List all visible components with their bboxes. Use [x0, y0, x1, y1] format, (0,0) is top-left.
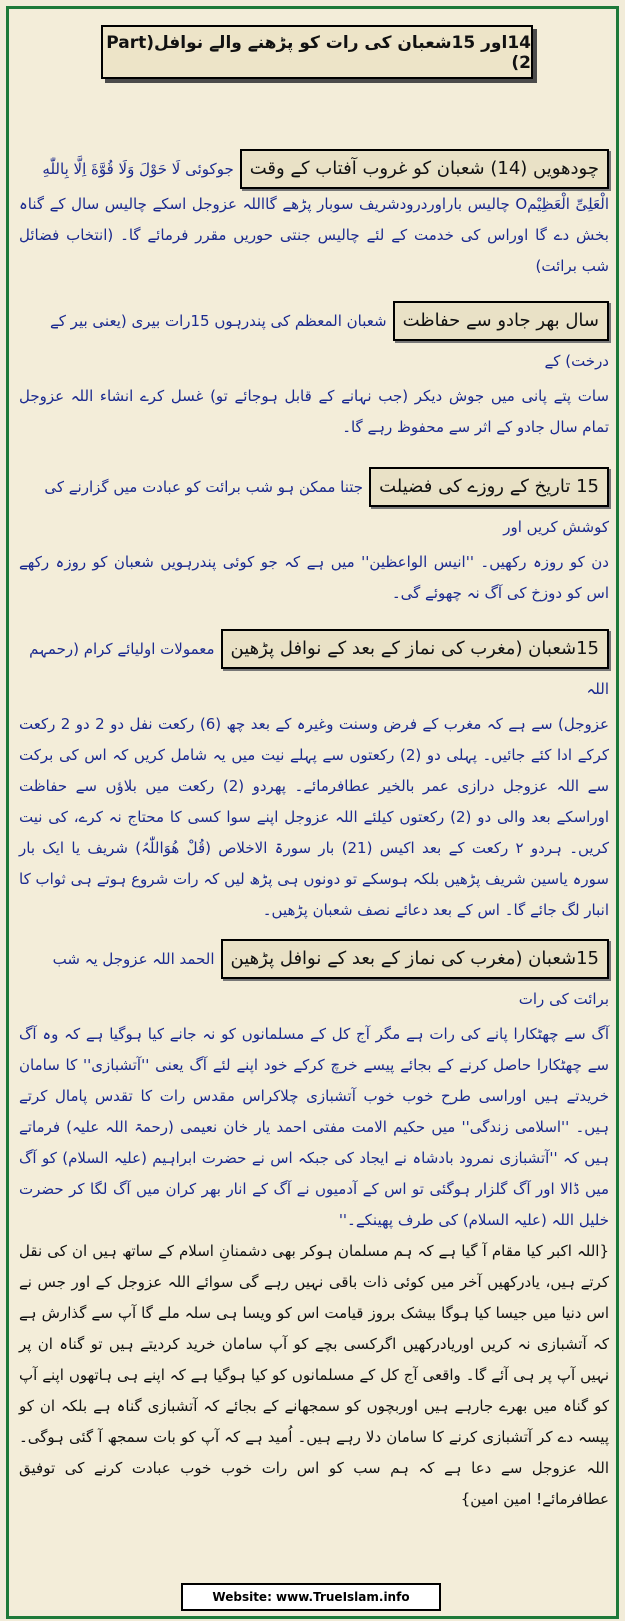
section-body: دن کو روزہ رکھیں۔ ''انیس الواعظین'' میں ہے کہ جو کوئی پندرہویں شعبان کو روزہ رکھے اس کو دوزخ کی آگ نہ چھوئے گی۔: [19, 553, 609, 602]
section-lead: معمولات اولیائے کرام (رحمہم اللہ: [29, 640, 609, 698]
section-maghrib-nawafil-2: [19, 939, 609, 1515]
section-body-text: الْعَلِیِّ الْعَظِیْمO چالیس باراوردرودشریف سوبار پڑھے گااللہ عزوجل اسکے چالیس سال کے گناہ بخش دے گا اوراس کی خدمت کے لئے چالیس جنتی حوریں مقرر فرمائے گا۔: [19, 195, 610, 244]
page-title: 14اور 15شعبان کی رات کو پڑھنے والے نوافل(Part 2): [101, 25, 533, 79]
section-lead: الحمد اللہ عزوجل یہ شب برائت کی رات: [52, 950, 609, 1008]
section-head-line: [19, 467, 609, 547]
section-body: سات پتے پانی میں جوش دیکر (جب نہانے کے قابل ہوجائے تو) غسل کرے انشاء اللہ عزوجل تمام سال جادو کے اثر سے محفوظ رہے گا۔: [19, 387, 609, 436]
reference-text: (انتخاب فضائل شب برائت): [19, 226, 609, 275]
section-maghrib-nawafil-1: [19, 629, 609, 926]
section-roza-fazilat: [19, 467, 609, 609]
section-heading: چودھویں (14) شعبان کو غروب آفتاب کے وقت: [240, 149, 609, 189]
website-link[interactable]: Website: www.TrueIslam.info: [181, 1583, 441, 1611]
section-heading: سال بھر جادو سے حفاظت: [393, 301, 609, 341]
section-heading: 15 تاریخ کے روزے کی فضیلت: [369, 467, 609, 507]
section-head-line: [19, 301, 609, 381]
section-body: [19, 189, 609, 282]
section-heading: 15شعبان (مغرب کی نماز کے بعد کے نوافل پڑھین: [221, 629, 609, 669]
section-body: آگ سے چھٹکارا پانے کی رات ہے مگر آج کل کے مسلمانوں کو نہ جانے کیا ہوگیا ہے کہ وہ آگ سے چھٹکارا حاصل کرنے کے بجائے پیسے خرچ کرکے خود اپنے لئے آگ یعنی ''آتشبازی'' کا سامان خریدتے ہیں اوراسی طرح خوب خوب آتشبازی چلاکراس مقدس رات کا تقدس پامال کرتے ہیں۔ ''اسلامی زندگی'' میں حکیم الامت مفتی احمد یار خان نعیمی (رحمۃ اللہ علیہ) فرماتے ہیں کہ ''آتشبازی نمرود بادشاہ نے ایجاد کی جبکہ اس نے حضرت ابراہیم (علیہ السلام) کو آگ میں ڈالا اور آگ گلزار ہوگئی تو اس کے آدمیوں نے آگ کے انار بھر کران میں آگ لگا کر حضرت خلیل اللہ (علیہ السلام) کی طرف پھینکے۔'': [19, 1025, 609, 1229]
section-lead: شعبان المعظم کی پندرہوں 15رات بیری (یعنی بیر کے درخت) کے: [49, 312, 609, 370]
section-lead: جوکوئی لَا حَوْلَ وَلَا قُوَّةَ اِلَّا بِاللّٰهِ: [42, 160, 234, 178]
section-14-shaban: [19, 149, 609, 282]
section-heading: 15شعبان (مغرب کی نماز کے بعد کے نوافل پڑھین: [221, 939, 609, 979]
section-head-line: [19, 939, 609, 1019]
closing-paragraph: {اللہ اکبر کیا مقام آ گیا ہے کہ ہم مسلمان ہوکر بھی دشمنانِ اسلام کے ساتھ ہیں ان کی نقل کرتے ہیں، یادرکھیں آخر میں کوئی ذات باقی نہیں رہے گی سوائے اللہ عزوجل کے اور جس نے اس دنیا میں جیسا کیا ہوگا بیشک بروز قیامت اس کو ویسا ہی سلہ ملے گا آپ سے گذارش ہے کہ آتشبازی نہ کریں اوریادرکھیں اگرکسی بچے کو آپ سامان خرید کردیتے ہیں تو گناہ ان پر نہیں آپ پر ہی آئے گا۔ واقعی آج کل کے مسلمانوں کو کیا ہوگیا ہے کہ اپنے ہی ہاتھوں اپنے آپ کو گناہ میں بھرے جارہے ہیں اوربچوں کو سمجھانے کے بجائے کہ آتشبازی گناہ ہے بلکہ ان کو پیسہ دے کر آتشبازی کرنے کا سامان دلا رہے ہیں۔ اُمید ہے کہ آپ کو بات سمجھ آ گئی ہوگی۔ اللہ عزوجل سے دعا ہے کہ ہم سب کو اس رات خوب خوب عبادت کرنے کی توفیق عطافرمائے! امین امین}: [19, 1242, 609, 1508]
section-lead: جتنا ممکن ہو شب برائت کو عبادت میں گزارنے کی کوشش کریں اور: [44, 478, 609, 536]
section-head-line: [19, 149, 609, 189]
section-head-line: [19, 629, 609, 709]
section-jadu-hifazat: [19, 301, 609, 443]
page-frame: [6, 6, 619, 1619]
section-body: عزوجل) سے ہے کہ مغرب کے فرض وسنت وغیرہ کے بعد چھ (6) رکعت نفل دو 2 دو 2 رکعت کرکے ادا کئے جائیں۔ پہلی دو (2) رکعتوں سے پہلے نیت میں یہ شامل کریں کہ اس کی برکت سے اللہ عزوجل درازی عمر بالخیر عطافرمائے۔ پھردو (2) رکعت میں بلاؤں سے حفاظت اوراسکے بعد والی دو (2) رکعتوں کیلئے اللہ عزوجل اپنے سوا کسی کا محتاج نہ کرے، کی نیت کریں۔ ہردو ۲ رکعت کے بعد اکیس (21) بار سورۃ الاخلاص (قُلْ ھُوَاللّٰہُ) شریف یا ایک بار سورہ یاسین شریف پڑھیں بلکہ ہوسکے تو دونوں ہی پڑھ لیں کہ رات شروع ہوتے ہی ثواب کا انبار لگ جائے گا۔ اس کے بعد دعائے نصف شعبان پڑھیں۔: [19, 715, 610, 919]
